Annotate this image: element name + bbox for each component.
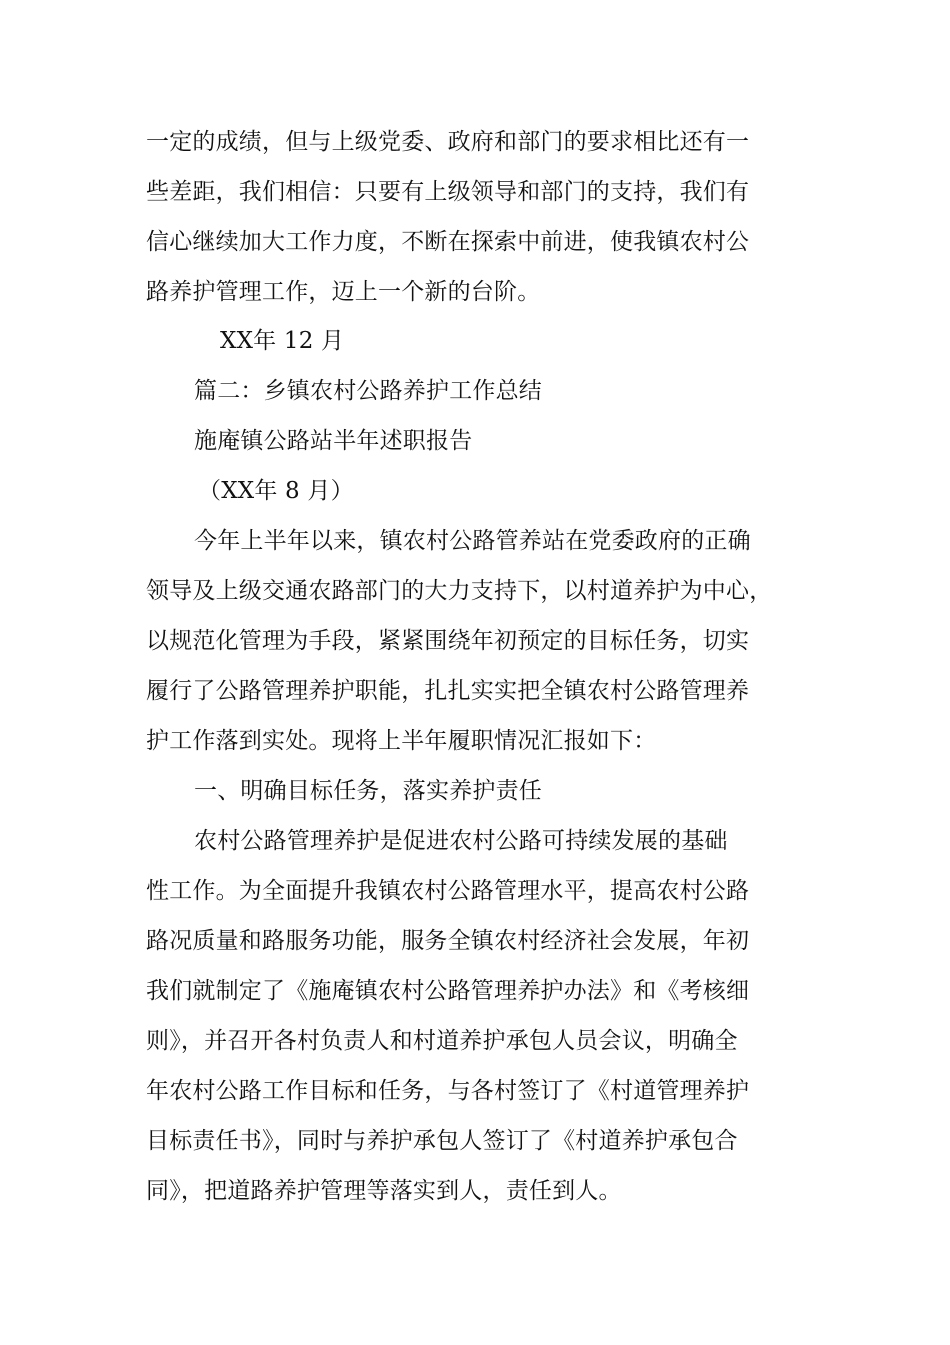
body-paragraph-line: 性工作。为全面提升我镇农村公路管理水平，提高农村公路 [146, 878, 750, 904]
body-paragraph-line: 则》，并召开各村负责人和村道养护承包人员会议，明确全 [146, 1028, 738, 1054]
section-heading: 一、明确目标任务，落实养护责任 [194, 778, 542, 804]
intro-paragraph-line: 领导及上级交通农路部门的大力支持下，以村道养护为中心， [146, 578, 773, 604]
closing-paragraph-line: 一定的成绩，但与上级党委、政府和部门的要求相比还有一 [146, 129, 750, 155]
report-title: 施庵镇公路站半年述职报告 [194, 428, 473, 454]
intro-paragraph-line: 护工作落到实处。现将上半年履职情况汇报如下： [146, 728, 657, 754]
intro-paragraph-line: 以规范化管理为手段，紧紧围绕年初预定的目标任务，切实 [146, 628, 750, 654]
closing-paragraph-line: 路养护管理工作，迈上一个新的台阶。 [146, 279, 541, 305]
closing-paragraph-line: 信心继续加大工作力度，不断在探索中前进，使我镇农村公 [146, 229, 750, 255]
body-paragraph-line: 路况质量和路服务功能，服务全镇农村经济社会发展，年初 [146, 928, 750, 954]
body-paragraph-line: 农村公路管理养护是促进农村公路可持续发展的基础 [194, 828, 728, 854]
body-paragraph-line: 我们就制定了《施庵镇农村公路管理养护办法》和《考核细 [146, 978, 750, 1004]
intro-paragraph-line: 履行了公路管理养护职能，扎扎实实把全镇农村公路管理养 [146, 678, 750, 704]
closing-paragraph-line: 些差距，我们相信：只要有上级领导和部门的支持，我们有 [146, 179, 750, 205]
body-paragraph-line: 年农村公路工作目标和任务，与各村签订了《村道管理养护 [146, 1078, 750, 1104]
report-date: （XX年 8 月） [198, 478, 354, 504]
intro-paragraph-line: 今年上半年以来，镇农村公路管养站在党委政府的正确 [194, 528, 751, 554]
section-title: 篇二：乡镇农村公路养护工作总结 [194, 378, 542, 404]
body-paragraph-line: 同》，把道路养护管理等落实到人，责任到人。 [146, 1178, 622, 1204]
date-line: XX年 12 月 [220, 328, 345, 354]
body-paragraph-line: 目标责任书》，同时与养护承包人签订了《村道养护承包合 [146, 1128, 738, 1154]
